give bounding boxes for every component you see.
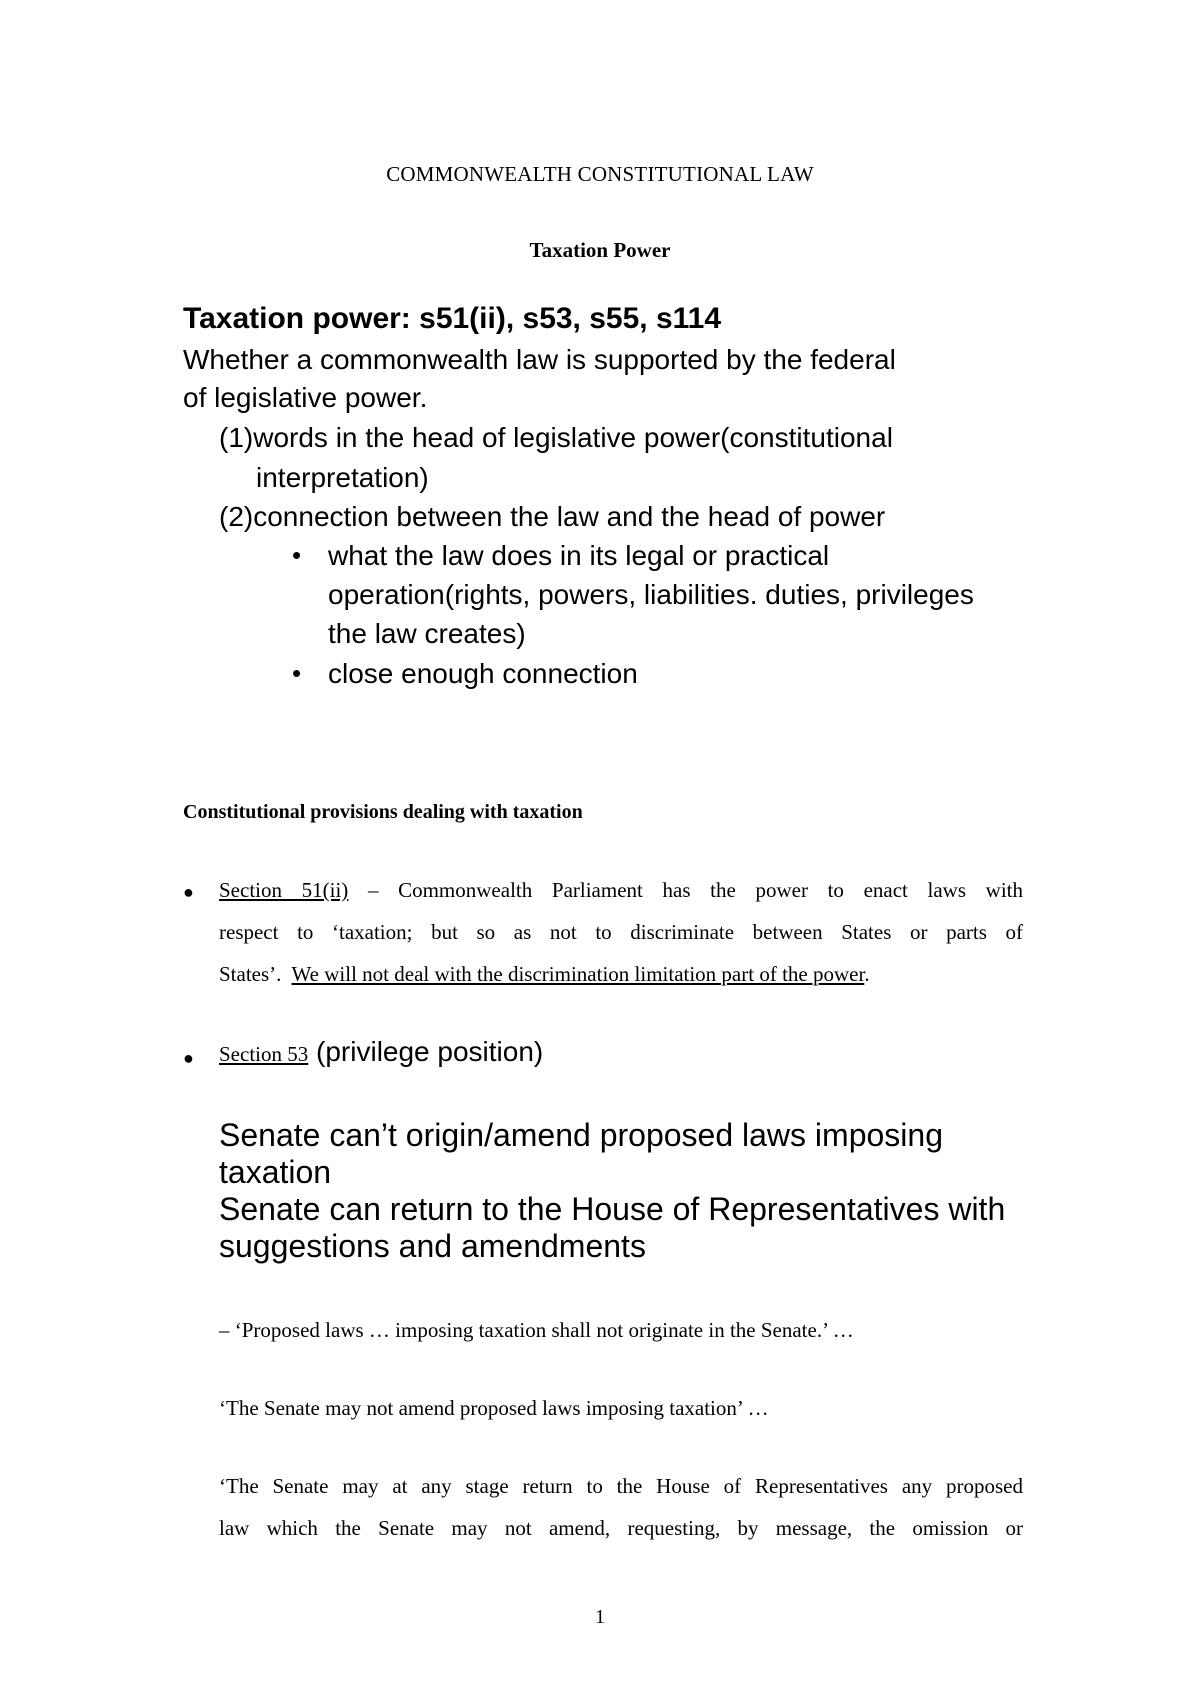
senate-line-1: Senate can’t origin/amend proposed laws imposing xyxy=(219,1117,943,1153)
numbered-item-2: (2)connection between the law and the head of power xyxy=(219,501,886,532)
s53-line xyxy=(219,1036,543,1068)
intro-line-1: Whether a commonwealth law is supported by the federal xyxy=(183,344,896,375)
s51-line-2: respect to ‘taxation; but so as not to discriminate between States or parts of xyxy=(219,920,1023,944)
bullet-dot: ● xyxy=(183,882,194,902)
quote-3-line-1: ‘The Senate may at any stage return to the House of Representatives any proposed xyxy=(219,1474,1023,1498)
quote-3-line-2: law which the Senate may not amend, requesting, by message, the omission or xyxy=(219,1516,1023,1540)
s53-note: (privilege position) xyxy=(308,1036,544,1067)
quote-1: – ‘Proposed laws … imposing taxation shall not originate in the Senate.’ … xyxy=(219,1318,854,1342)
s51-limitation-note: We will not deal with the discrimination limitation part of the power xyxy=(291,962,865,986)
bullet-item-1-line-3: the law creates) xyxy=(328,618,526,649)
intro-line-2: of legislative power. xyxy=(183,382,428,413)
s51-line-3-end: . xyxy=(864,962,870,986)
section-53-link[interactable]: Section 53 xyxy=(219,1042,309,1066)
bullet-item-1-line-2: operation(rights, powers, liabilities. duties, privileges xyxy=(328,579,974,610)
document-title: COMMONWEALTH CONSTITUTIONAL LAW xyxy=(386,162,814,186)
document-subtitle: Taxation Power xyxy=(529,238,671,262)
quote-2: ‘The Senate may not amend proposed laws imposing taxation’ … xyxy=(219,1396,769,1420)
page-number: 1 xyxy=(595,1606,605,1628)
s51-line-3 xyxy=(219,962,870,987)
section-51-link[interactable]: Section 51(ii) xyxy=(219,878,349,902)
numbered-item-1: (1)words in the head of legislative power(constitutional xyxy=(219,422,893,453)
bullet-item-1-line-1: what the law does in its legal or practical xyxy=(328,540,830,571)
bullet-dot: ● xyxy=(183,1048,194,1068)
senate-line-3: Senate can return to the House of Representatives with xyxy=(219,1191,1006,1227)
s51-line-1 xyxy=(219,878,1023,903)
s51-line-1-text: – Commonwealth Parliament has the power to enact laws with xyxy=(348,878,1023,902)
bullet-dot: • xyxy=(292,658,302,688)
senate-line-2: taxation xyxy=(219,1154,332,1190)
bullet-dot: • xyxy=(292,540,302,570)
senate-line-4: suggestions and amendments xyxy=(219,1228,646,1264)
s51-line-3-start: States’. xyxy=(219,962,292,986)
intro-heading: Taxation power: s51(ii), s53, s55, s114 xyxy=(183,302,722,335)
bullet-item-2-text: close enough connection xyxy=(328,658,638,689)
provisions-heading: Constitutional provisions dealing with taxation xyxy=(183,801,583,823)
numbered-item-1-continued: interpretation) xyxy=(256,462,429,493)
